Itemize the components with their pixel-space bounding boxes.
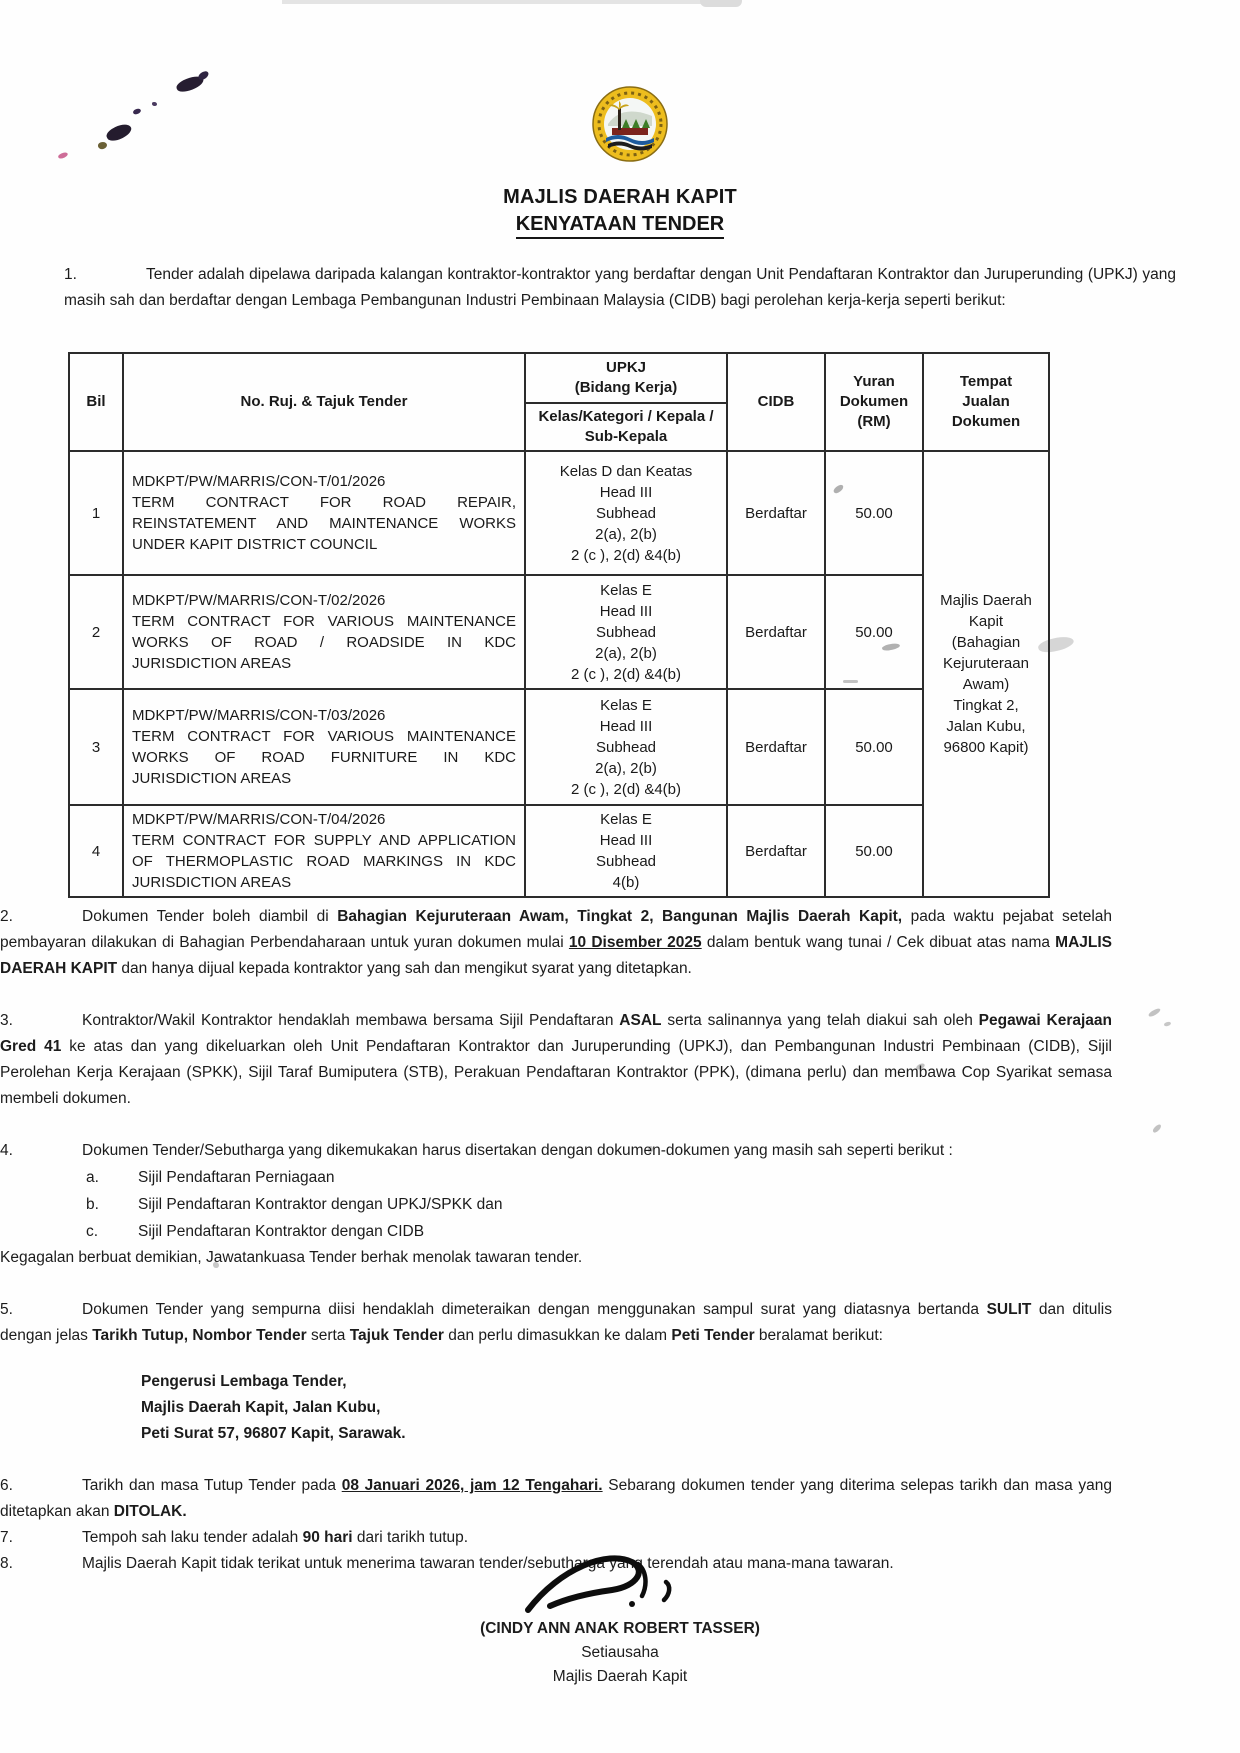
tender-title: TERM CONTRACT FOR SUPPLY AND APPLICATION OF THERMOPLASTIC ROAD MARKINGS IN KDC JURISDICTION AREAS [132, 832, 516, 891]
signature-block [64, 1548, 1176, 1689]
tender-ref: MDKPT/PW/MARRIS/CON-T/02/2026 [132, 592, 386, 609]
paragraph-5-number: 5. [0, 1301, 13, 1318]
pen-mark [1152, 1123, 1162, 1134]
col-header-yuran: Yuran Dokumen (RM) [825, 353, 923, 451]
ink-smudge [97, 141, 108, 150]
list-item [0, 1218, 1112, 1245]
cell-upkj: Kelas E Head III Subhead 2(a), 2(b) 2 (c ), 2(d) &4(b) [525, 689, 727, 805]
cell-bil: 2 [69, 575, 123, 689]
paragraph-8-number: 8. [0, 1555, 13, 1572]
cell-bil: 1 [69, 451, 123, 575]
signatory-org: Majlis Daerah Kapit [552, 1668, 688, 1685]
list-item [0, 1191, 1112, 1218]
paragraph-2-number: 2. [0, 908, 13, 925]
list-item [0, 1164, 1112, 1191]
tender-title: TERM CONTRACT FOR ROAD REPAIR, REINSTATEMENT AND MAINTENANCE WORKS UNDER KAPIT DISTRICT COUNCIL [132, 494, 516, 553]
cell-ref-tajuk [123, 451, 525, 575]
council-crest-logo [592, 86, 668, 167]
signatory-role: Setiausaha [581, 1644, 659, 1661]
cell-upkj: Kelas E Head III Subhead 4(b) [525, 805, 727, 897]
tender-ref: MDKPT/PW/MARRIS/CON-T/03/2026 [132, 707, 386, 724]
tender-title: TERM CONTRACT FOR VARIOUS MAINTENANCE WORKS OF ROAD / ROADSIDE IN KDC JURISDICTION AREAS [132, 613, 516, 672]
list-item-text: Sijil Pendaftaran Perniagaan [138, 1169, 335, 1186]
tender-table [68, 352, 1050, 898]
paragraph-5-text: Dokumen Tender yang sempurna diisi hendaklah dimeteraikan dengan menggunakan sampul surat yang diatasnya bertanda SULIT dan ditulis dengan jelas Tarikh Tutup, Nombor Tender serta Tajuk Tender dan perlu dimasukkan ke dalam Peti Tender beralamat berikut: [0, 1301, 1113, 1344]
cell-ref-tajuk [123, 689, 525, 805]
paragraph-2 [0, 904, 1112, 982]
cell-bil: 3 [69, 689, 123, 805]
col-subheader-upkj: Kelas/Kategori / Kepala / Sub-Kepala [525, 403, 727, 451]
paragraph-4-footer: Kegagalan berbuat demikian, Jawatankuasa Tender berhak menolak tawaran tender. [0, 1249, 583, 1266]
cell-upkj: Kelas D dan Keatas Head III Subhead 2(a), 2(b) 2 (c ), 2(d) &4(b) [525, 451, 727, 575]
ink-smudge [132, 108, 141, 116]
cell-tempat-jualan: Majlis Daerah Kapit (Bahagian Kejuruteraan Awam) Tingkat 2, Jalan Kubu, 96800 Kapit) [923, 451, 1049, 897]
paragraph-3-text: Kontraktor/Wakil Kontraktor hendaklah membawa bersama Sijil Pendaftaran ASAL serta salinannya yang telah diakui sah oleh Pegawai Kerajaan Gred 41 ke atas dan yang dikeluarkan oleh Unit Pendaftaran Kontraktor dan Juruperunding (UPKJ), dan Pembangunan Industri Pembinaan (CIDB), Sijil Perolehan Kerja Kerajaan (SPKK), Sijil Taraf Bumiputera (STB), Perakuan Pendaftaran Kontraktor (PPK), (dimana perlu) dan membawa Cop Syarikat semasa membeli dokumen. [0, 1012, 1112, 1107]
list-item-text: Sijil Pendaftaran Kontraktor dengan UPKJ/SPKK dan [138, 1196, 503, 1213]
pen-mark [1148, 1007, 1162, 1018]
paragraph-4 [0, 1138, 1112, 1271]
table-row [69, 451, 1049, 575]
paragraph-4-intro: Dokumen Tender/Sebutharga yang dikemukakan harus disertakan dengan dokumen-dokumen yang masih sah seperti berikut : [82, 1142, 953, 1159]
list-item-text: Sijil Pendaftaran Kontraktor dengan CIDB [138, 1223, 425, 1240]
paragraph-5 [0, 1297, 1112, 1349]
paragraph-7-text: Tempoh sah laku tender adalah 90 hari dari tarikh tutup. [82, 1529, 469, 1546]
paragraph-7-number: 7. [0, 1529, 13, 1546]
paragraph-2-text: Dokumen Tender boleh diambil di Bahagian Kejuruteraan Awam, Tingkat 2, Bangunan Majlis Daerah Kapit, pada waktu pejabat setelah pembayaran dilakukan di Bahagian Perbendaharaan untuk yuran dokumen mulai 10 Disember 2025 dalam bentuk wang tunai / Cek dibuat atas nama MAJLIS DAERAH KAPIT dan hanya dijual kepada kontraktor yang sah dan mengikut syarat yang ditetapkan. [0, 908, 1113, 977]
col-header-ref: No. Ruj. & Tajuk Tender [123, 353, 525, 451]
tender-title: TERM CONTRACT FOR VARIOUS MAINTENANCE WORKS OF ROAD FURNITURE IN KDC JURISDICTION AREAS [132, 728, 516, 787]
list-item-label: a. [86, 1169, 99, 1186]
paragraph-3-number: 3. [0, 1012, 13, 1029]
tender-ref: MDKPT/PW/MARRIS/CON-T/01/2026 [132, 473, 386, 490]
tender-box-address: Pengerusi Lembaga Tender, Majlis Daerah Kapit, Jalan Kubu, Peti Surat 57, 96807 Kapit, Sarawak. [141, 1373, 406, 1442]
cell-bil: 4 [69, 805, 123, 897]
col-header-cidb: CIDB [727, 353, 825, 451]
required-documents-list [0, 1164, 1112, 1245]
col-header-tempat: Tempat Jualan Dokumen [923, 353, 1049, 451]
paragraph-4-number: 4. [0, 1142, 13, 1159]
cell-upkj: Kelas E Head III Subhead 2(a), 2(b) 2 (c ), 2(d) &4(b) [525, 575, 727, 689]
table-row [69, 575, 1049, 689]
paragraph-1 [64, 262, 1176, 314]
cell-cidb: Berdaftar [727, 575, 825, 689]
col-header-upkj: UPKJ (Bidang Kerja) [525, 353, 727, 403]
list-item-label: c. [86, 1223, 99, 1240]
pen-mark [1164, 1021, 1172, 1027]
ink-smudge [57, 151, 68, 160]
paragraph-1-text: Tender adalah dipelawa daripada kalangan kontraktor-kontraktor yang berdaftar dengan Unit Pendaftaran Kontraktor dan Juruperunding (UPKJ) yang masih sah dan berdaftar dengan Lembaga Pembangunan Industri Pembinaan Malaysia (CIDB) bagi perolehan kerja-kerja seperti berikut: [64, 266, 1176, 309]
cell-yuran: 50.00 [825, 575, 923, 689]
document-title: KENYATAAN TENDER [516, 213, 725, 239]
cell-ref-tajuk [123, 805, 525, 897]
paragraph-6 [0, 1473, 1112, 1525]
paragraph-1-number: 1. [64, 266, 77, 283]
cell-cidb: Berdaftar [727, 451, 825, 575]
col-header-bil: Bil [69, 353, 123, 451]
cell-yuran: 50.00 [825, 689, 923, 805]
cell-cidb: Berdaftar [727, 689, 825, 805]
ink-smudge [152, 102, 157, 106]
org-name: MAJLIS DAERAH KAPIT [503, 186, 737, 208]
paragraph-6-number: 6. [0, 1477, 13, 1494]
cell-yuran: 50.00 [825, 451, 923, 575]
table-row [69, 805, 1049, 897]
cell-cidb: Berdaftar [727, 805, 825, 897]
paragraph-8-text: Majlis Daerah Kapit tidak terikat untuk menerima tawaran tender/sebutharga yang terendah atau mana-mana tawaran. [82, 1555, 894, 1572]
list-item-label: b. [86, 1196, 99, 1213]
tender-ref: MDKPT/PW/MARRIS/CON-T/04/2026 [132, 811, 386, 828]
paragraph-6-text: Tarikh dan masa Tutup Tender pada 08 Januari 2026, jam 12 Tengahari. Sebarang dokumen tender yang diterima selepas tarikh dan masa yang ditetapkan akan DITOLAK. [0, 1477, 1113, 1520]
ink-smudge [104, 121, 133, 144]
cell-yuran: 50.00 [825, 805, 923, 897]
paragraph-3 [0, 1008, 1112, 1112]
table-row [69, 689, 1049, 805]
signatory-name: (CINDY ANN ANAK ROBERT TASSER) [480, 1620, 760, 1637]
document-header [64, 186, 1176, 239]
cell-ref-tajuk [123, 575, 525, 689]
